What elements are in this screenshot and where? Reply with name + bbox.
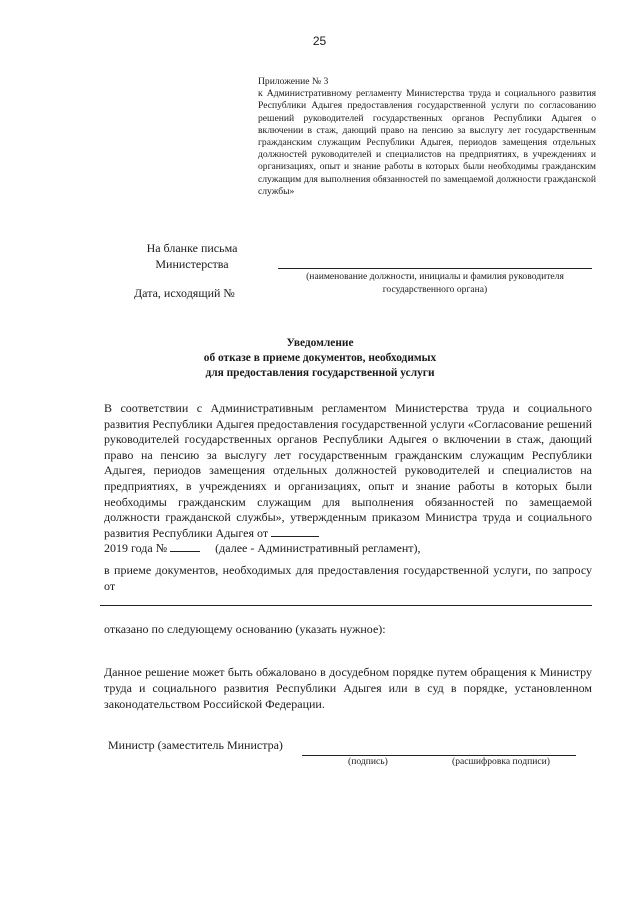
page-number: 25 — [312, 34, 327, 48]
regulation-abbrev: (далее - Административный регламент), — [215, 541, 421, 556]
appendix-block — [258, 76, 596, 198]
heading-line-1: Уведомление — [286, 337, 354, 349]
main-paragraph-text: В соответствии с Административным регламентом Министерства труда и социального развития Республики Адыгея предоставления государственной услуги «Согласование решений руководителей государственных органов Республики Адыгея о включении в стаж, дающий право на пенсию за выслугу лет государственным гражданским служащим Республики Адыгея, периодов замещения отдельных должностей руководителей и специалистов на предприятиях, в учреждениях и организациях, опыт и знание работы в которых были необходимы гражданским служащим для выполнения обязанностей по замещаемой должности гражданской службы», утвержденным приказом Министра труда и социального развития Республики Адыгея от — [104, 401, 592, 540]
signature-decoding-caption: (расшифровка подписи) — [452, 756, 550, 767]
date-blank — [271, 526, 319, 537]
letterhead-note — [132, 240, 252, 272]
appeal-paragraph: Данное решение может быть обжаловано в досудебном порядке путем обращения к Министру труда и социального развития Республики Адыгея или в суд в порядке, установленном законодательством Российской Федерации. — [104, 665, 592, 711]
recipient-caption: (наименование должности, инициалы и фамилия руководителя государственного органа) — [306, 271, 564, 295]
order-number-blank — [170, 541, 200, 552]
main-paragraph — [104, 401, 592, 557]
appendix-title: Приложение № 3 — [258, 76, 329, 87]
heading-line-2: об отказе в приеме документов, необходимых — [203, 352, 437, 364]
request-fill-line — [100, 605, 592, 606]
document-heading — [120, 336, 520, 381]
request-paragraph: в приеме документов, необходимых для предоставления государственной услуги, по запросу от — [104, 563, 592, 593]
signature-caption: (подпись) — [348, 756, 388, 767]
minister-label: Министр (заместитель Министра) — [108, 738, 283, 752]
year-number-label: 2019 года № — [104, 541, 168, 556]
appendix-text: к Административному регламенту Министерства труда и социального развития Республики Адыгея предоставления государственной услуги по согласованию решений руководителей государственных органов Республики Адыгея о включении в стаж, дающий право на пенсию за выслугу лет государственным гражданским служащим Республики Адыгея, периодов замещения отдельных должностей руководителей и специалистов на предприятиях, в учреждениях и организациях, опыт и знание работы в которых были необходимы гражданским служащим для выполнения обязанностей по замещаемой должности гражданской службы» — [258, 88, 596, 197]
date-number-label: Дата, исходящий № — [134, 286, 235, 300]
recipient-line — [278, 268, 592, 269]
letterhead-line-2: Министерства — [155, 257, 229, 271]
letterhead-line-1: На бланке письма — [146, 241, 238, 255]
refusal-reason-label: отказано по следующему основанию (указать нужное): — [104, 622, 386, 636]
heading-line-3: для предоставления государственной услуги — [205, 367, 435, 379]
